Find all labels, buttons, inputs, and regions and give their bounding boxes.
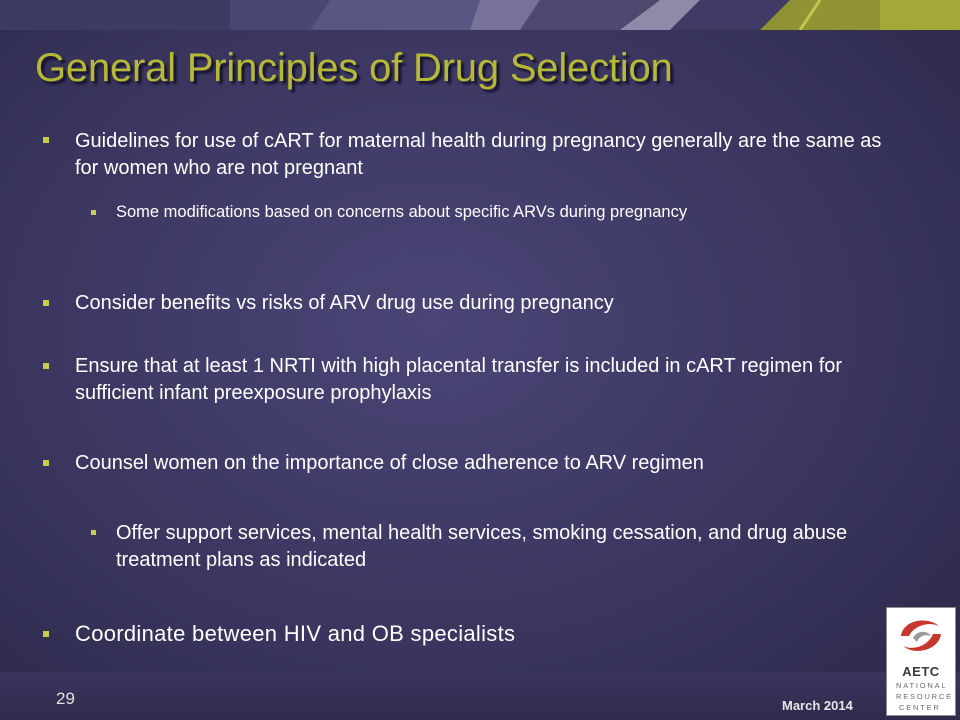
slide-number: 29 xyxy=(56,689,75,708)
logo-name: AETC xyxy=(902,664,940,679)
logo-line: CENTER xyxy=(899,703,941,712)
bullet-marker xyxy=(43,631,49,637)
bullet-level1: Counsel women on the importance of close adherence to ARV regimen xyxy=(75,452,704,474)
bullet-level1: Coordinate between HIV and OB specialists xyxy=(75,621,516,646)
bullet-marker xyxy=(43,137,49,143)
bullet-marker xyxy=(91,210,96,215)
aetc-logo xyxy=(886,607,956,716)
bullet-marker xyxy=(43,460,49,466)
bullet-level1: Guidelines for use of cART for maternal health during pregnancy generally are the same as for women who are not pregnant xyxy=(75,130,882,179)
slide-title: General Principles of Drug Selection xyxy=(35,46,673,90)
bullet-marker xyxy=(43,363,49,369)
logo-line: RESOURCE xyxy=(896,692,953,701)
bullet-marker xyxy=(43,300,49,306)
aetc-swirl-icon xyxy=(887,612,955,662)
bullet-level1: Ensure that at least 1 NRTI with high placental transfer is included in cART regimen for sufficient infant preexposure prophylaxis xyxy=(75,355,843,404)
bullet-marker xyxy=(91,530,96,535)
bullet-level2: Some modifications based on concerns about specific ARVs during pregnancy xyxy=(116,203,688,221)
footer-date: March 2014 xyxy=(782,698,853,713)
bullet-level1: Consider benefits vs risks of ARV drug use during pregnancy xyxy=(75,292,614,314)
logo-line: NATIONAL xyxy=(896,681,948,690)
bullet-level2: Offer support services, mental health services, smoking cessation, and drug abuse treatment plans as indicated xyxy=(116,522,848,571)
decorative-header-band xyxy=(0,0,960,30)
